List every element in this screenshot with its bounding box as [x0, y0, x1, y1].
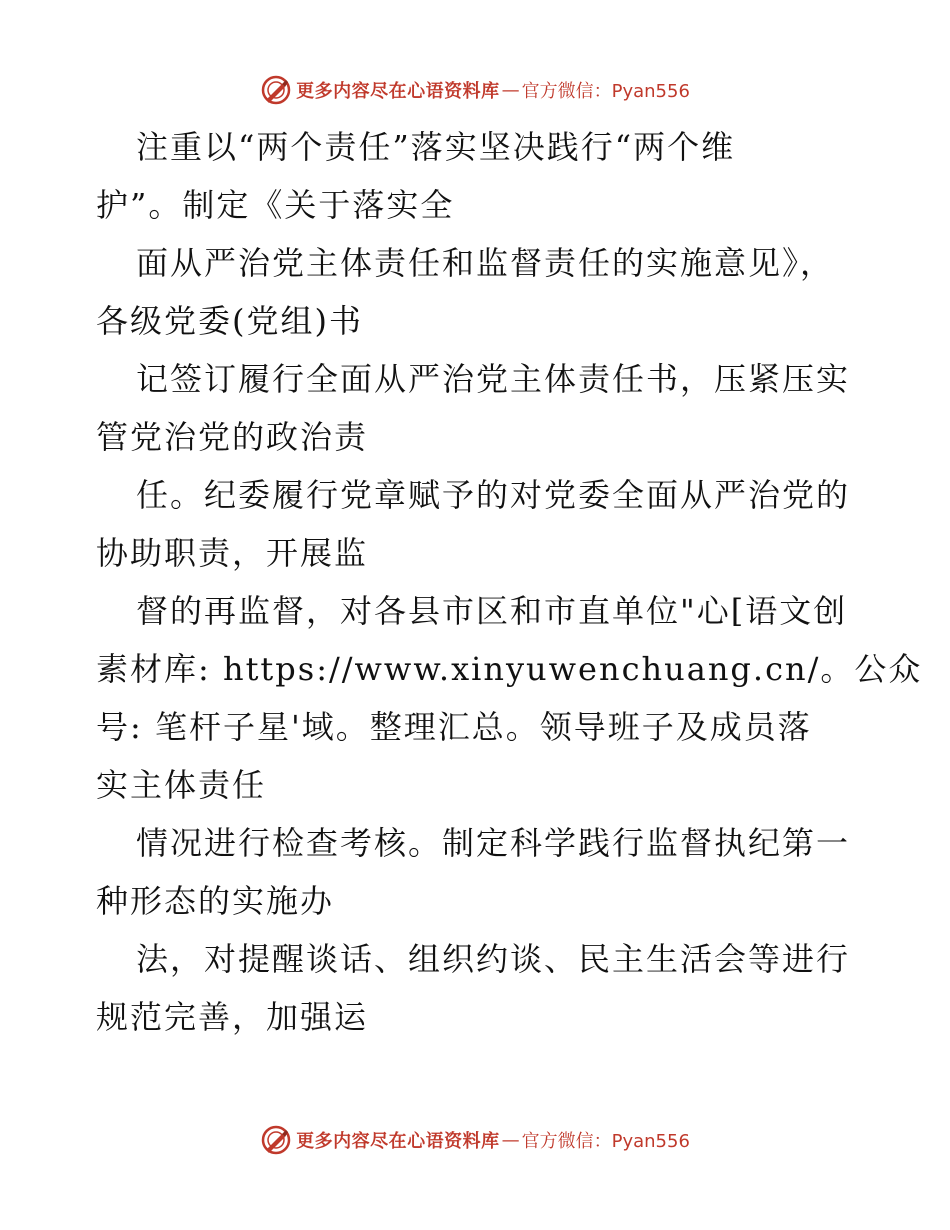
text-line: 注重以“两个责任”落实坚决践行“两个维 — [136, 128, 736, 166]
banner-title: 更多内容尽在心语资料库 — [296, 1131, 500, 1152]
text-line: 记签订履行全面从严治党主体责任书，压紧压实 — [136, 360, 851, 398]
header-banner — [0, 70, 950, 110]
text-line: 法，对提醒谈话、组织约谈、民主生活会等进行 — [136, 940, 851, 978]
text-line: 协助职责，开展监 — [96, 534, 369, 572]
text-line: 实主体责任 — [96, 766, 267, 804]
text-line: 管党治党的政治责 — [96, 418, 369, 456]
text-line: 素材库: https://www.xinyuwenchuang.cn/。公众 — [96, 650, 923, 688]
text-line: 督的再监督，对各县市区和市直单位"心[语文创 — [136, 592, 848, 630]
banner-title: 更多内容尽在心语资料库 — [296, 81, 500, 102]
document-body — [96, 118, 923, 1046]
text-line: 任。纪委履行党章赋予的对党委全面从严治党的 — [136, 476, 851, 514]
banner-wechat: 官方微信：Pyan556 — [521, 81, 690, 102]
pen-logo-icon — [260, 1124, 292, 1156]
banner-separator: — — [501, 1129, 520, 1151]
banner-separator: — — [501, 79, 520, 101]
pen-logo-icon — [260, 74, 292, 106]
text-line: 情况进行检查考核。制定科学践行监督执纪第一 — [136, 824, 851, 862]
banner-wechat: 官方微信：Pyan556 — [521, 1131, 690, 1152]
text-line: 号: 笔杆子星'域。整理汇总。领导班子及成员落 — [96, 708, 812, 746]
footer-banner — [0, 1120, 950, 1160]
text-line: 种形态的实施办 — [96, 882, 335, 920]
text-line: 护”。制定《关于落实全 — [96, 186, 455, 224]
text-line: 规范完善，加强运 — [96, 998, 369, 1036]
text-line: 面从严治党主体责任和监督责任的实施意见》， — [136, 244, 835, 282]
text-line: 各级党委(党组)书 — [96, 302, 363, 340]
